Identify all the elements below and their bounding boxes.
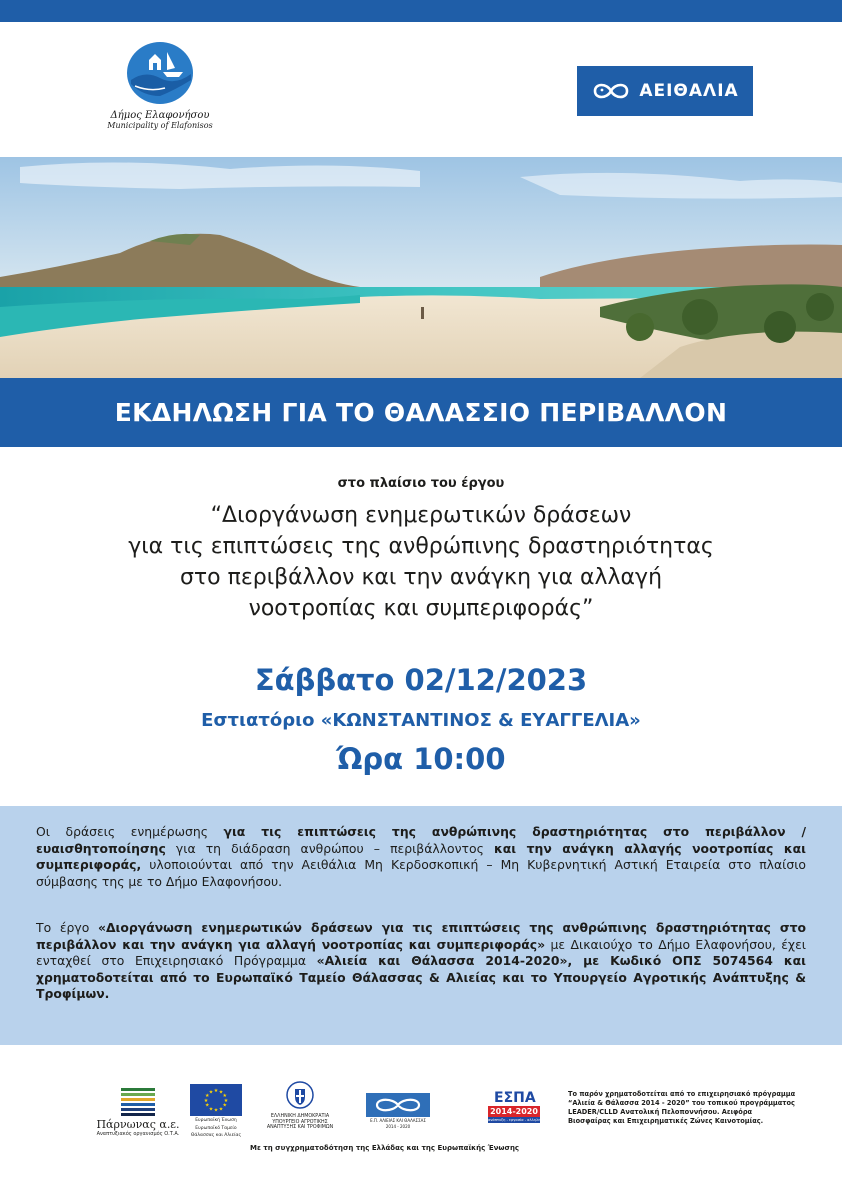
funding-line: LEADER/CLLD Ανατολική Πελοποννήσου. Αειφόρα bbox=[568, 1108, 753, 1116]
event-time: Ώρα 10:00 bbox=[336, 742, 506, 776]
project-title-line: για τις επιπτώσεις της ανθρώπινης δραστηριότητας bbox=[128, 534, 714, 559]
project-title bbox=[0, 500, 842, 624]
svg-text:★: ★ bbox=[208, 1106, 214, 1113]
espa-name: ΕΣΠΑ bbox=[494, 1090, 536, 1106]
municipality-name-en: Municipality of Elafonisos bbox=[107, 121, 213, 130]
greece-caption-2: ΥΠΟΥΡΓΕΙΟ ΑΓΡΟΤΙΚΗΣ bbox=[272, 1119, 328, 1125]
greek-emblem-icon bbox=[286, 1080, 314, 1110]
event-date: Σάββατο 02/12/2023 bbox=[254, 663, 588, 697]
parnonas-name: Πάρνωνας α.ε. bbox=[96, 1118, 180, 1131]
espa-years: 2014-2020 bbox=[488, 1106, 540, 1117]
project-title-line: νοοτροπίας και συμπεριφοράς” bbox=[248, 596, 594, 621]
parnonas-bars-icon bbox=[121, 1088, 155, 1116]
fisheries-years: 2014 - 2020 bbox=[385, 1124, 411, 1129]
funding-line: Βιοσφαίρας και Επιχειρηματικές Ζώνες Καινοτομίας. bbox=[568, 1117, 764, 1125]
info-p2-segment: «Αλιεία και Θάλασσα 2014-2020», με Κωδικό ΟΠΣ 5074564 και χρηματοδοτείται από το Ευρωπαϊκό Ταμείο Θάλασσας & Αλιείας και το Υπουργείο Αγροτικής Ανάπτυξης & Τροφίμων. bbox=[36, 953, 806, 1001]
municipality-logo bbox=[100, 40, 220, 145]
info-p2-segment: Το έργο bbox=[36, 920, 98, 935]
framework-label: στο πλαίσιο του έργου bbox=[337, 476, 505, 491]
fisheries-caption: Ε.Π. ΑΛΙΕΙΑΣ ΚΑΙ ΘΑΛΑΣΣΑΣ bbox=[370, 1118, 426, 1123]
funding-line: Το παρόν χρηματοδοτείται από το επιχειρησιακό πρόγραμμα bbox=[568, 1090, 796, 1098]
event-title: ΕΚΔΗΛΩΣΗ ΓΙΑ ΤΟ ΘΑΛΑΣΣΙΟ ΠΕΡΙΒΑΛΛΟΝ bbox=[114, 398, 728, 427]
cofinancing-text: Με τη συγχρηματοδότηση της Ελλάδας και της Ευρωπαϊκής Ένωσης bbox=[250, 1144, 520, 1152]
greek-ministry-logo bbox=[256, 1080, 344, 1131]
eu-flag-icon bbox=[190, 1084, 242, 1116]
greece-caption-3: ΑΝΑΠΤΥΞΗΣ ΚΑΙ ΤΡΟΦΙΜΩΝ bbox=[266, 1125, 334, 1131]
svg-text:★: ★ bbox=[223, 1097, 229, 1104]
beach-photo bbox=[0, 157, 842, 378]
eu-logo bbox=[190, 1084, 242, 1139]
info-paragraph-2 bbox=[36, 920, 806, 1003]
svg-text:★: ★ bbox=[203, 1097, 209, 1104]
info-p1-segment: για τη διάδραση ανθρώπου – περιβάλλοντος bbox=[165, 840, 494, 856]
event-venue: Εστιατόριο «ΚΩΝΣΤΑΝΤΙΝΟΣ & ΕΥΑΓΓΕΛΙΑ» bbox=[201, 710, 641, 731]
title-band bbox=[0, 378, 842, 447]
svg-text:★: ★ bbox=[213, 1088, 219, 1094]
info-p1-segment: και την ανάγκη αλλαγής νοοτροπίας και συμπεριφοράς, bbox=[36, 840, 806, 872]
project-title-line: “Διοργάνωση ενημερωτικών δράσεων bbox=[210, 503, 632, 528]
info-p1-segment: υλοποιούνται από την Αειθάλια Μη Κερδοσκοπική – Μη Κυβερνητική Αστική Εταιρεία στο πλαίσιο σύμβασης της με το Δήμο Ελαφονήσου. bbox=[36, 857, 806, 889]
espa-slogan: ανάπτυξη - εργασία - αλληλεγγύη bbox=[488, 1118, 549, 1122]
funding-line: “Αλιεία & Θάλασσα 2014 - 2020” του τοπικού προγράμματος bbox=[568, 1099, 795, 1107]
funding-text bbox=[568, 1090, 798, 1126]
espa-logo bbox=[474, 1090, 549, 1123]
info-p1-segment: για τις επιπτώσεις της ανθρώπινης δραστηριότητας στο περιβάλλον / ευαισθητοποίησης bbox=[36, 824, 806, 856]
fisheries-fish-icon bbox=[366, 1093, 430, 1117]
project-title-line: στο περιβάλλον και την ανάγκη για αλλαγή bbox=[179, 565, 663, 590]
svg-text:★: ★ bbox=[213, 1107, 219, 1114]
parnonas-subtitle: Αναπτυξιακός οργανισμός Ο.Τ.Α. bbox=[96, 1131, 180, 1137]
municipality-logo-icon bbox=[125, 40, 195, 106]
info-p2-segment: με Δικαιούχο το Δήμο Ελαφονήσου, έχει ενταχθεί στο Επιχειρησιακό Πρόγραμμα bbox=[36, 936, 806, 968]
svg-text:★: ★ bbox=[222, 1093, 227, 1099]
svg-text:★: ★ bbox=[218, 1089, 224, 1096]
parnonas-logo bbox=[88, 1088, 188, 1137]
info-p1-segment: Οι δράσεις ενημέρωσης bbox=[36, 824, 224, 839]
info-paragraph-1 bbox=[36, 824, 806, 890]
eu-caption-1: Ευρωπαϊκή Ένωση bbox=[195, 1118, 237, 1123]
eu-caption-3: Θάλασσας και Αλιείας bbox=[190, 1133, 242, 1138]
svg-text:★: ★ bbox=[222, 1102, 227, 1109]
greece-caption-1: ΕΛΛΗΝΙΚΗ ΔΗΜΟΚΡΑΤΙΑ bbox=[270, 1114, 330, 1119]
fisheries-programme-logo bbox=[366, 1093, 430, 1129]
fish-infinity-icon bbox=[591, 80, 631, 102]
aeithalia-brand: ΑΕΙΘΑΛΙΑ bbox=[639, 81, 739, 101]
eu-caption-2: Ευρωπαϊκό Ταμείο bbox=[195, 1125, 237, 1131]
top-color-bar bbox=[0, 0, 842, 22]
aeithalia-logo bbox=[577, 66, 753, 116]
info-p2-segment: «Διοργάνωση ενημερωτικών δράσεων για τις επιπτώσεις της ανθρώπινης δραστηριότητας στο περιβάλλον και την ανάγκη για αλλαγή νοοτροπίας και συμπεριφοράς» bbox=[36, 920, 806, 952]
svg-text:★: ★ bbox=[218, 1106, 224, 1113]
municipality-name-el: Δήμος Ελαφονήσου bbox=[110, 110, 210, 121]
svg-text:★: ★ bbox=[205, 1093, 210, 1099]
svg-text:★: ★ bbox=[208, 1089, 214, 1096]
svg-text:★: ★ bbox=[205, 1102, 210, 1109]
